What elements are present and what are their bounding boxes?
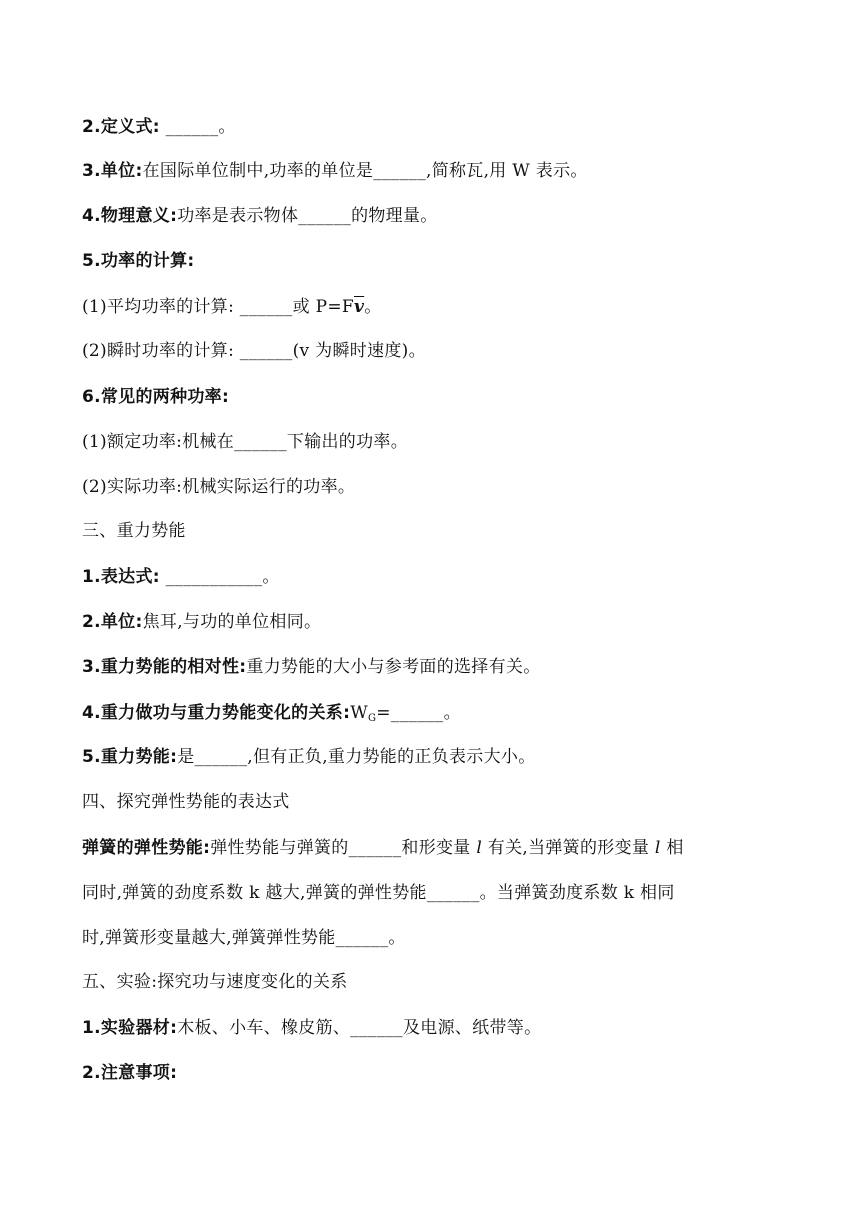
line-text: (2)瞬时功率的计算: ______(v 为瞬时速度)。 xyxy=(82,341,426,361)
line-text: (2)实际功率:机械实际运行的功率。 xyxy=(82,477,356,497)
line-text: (1)平均功率的计算: ______或 P=F xyxy=(82,297,354,317)
section-gravitational-potential-energy xyxy=(82,520,780,542)
line-label: 1.实验器材: xyxy=(82,1018,178,1038)
energy-unit-line xyxy=(82,611,780,633)
two-powers-heading xyxy=(82,386,780,408)
line-text: ______。 xyxy=(159,117,236,137)
work-energy-relation-line xyxy=(82,702,780,730)
gravitational-pe-nature-line xyxy=(82,746,780,768)
section-title: 三、重力势能 xyxy=(82,521,186,541)
line-label: 5.重力势能: xyxy=(82,747,178,767)
section-experiment xyxy=(82,971,780,993)
experiment-equipment-line xyxy=(82,1017,780,1039)
line-label: 1.表达式: xyxy=(82,567,160,587)
section-title: 五、实验:探究功与速度变化的关系 xyxy=(82,972,348,992)
deformation-symbol: l xyxy=(476,838,483,858)
line-label: 2.定义式: xyxy=(82,117,160,137)
line-text: 焦耳,与功的单位相同。 xyxy=(142,612,322,632)
power-calculation-heading xyxy=(82,250,780,272)
power-unit-line xyxy=(82,160,780,182)
elastic-pe-line-3 xyxy=(82,927,780,949)
line-text: 弹性势能与弹簧的______和形变量 xyxy=(210,838,477,858)
average-power-line xyxy=(82,296,780,318)
line-text: (1)额定功率:机械在______下输出的功率。 xyxy=(82,432,409,452)
definition-formula-line xyxy=(82,116,780,138)
section-elastic-potential-energy xyxy=(82,791,780,813)
line-text: 同时,弹簧的劲度系数 k 越大,弹簧的弹性势能______。当弹簧劲度系数 k 相同 xyxy=(82,883,675,903)
line-label: 2.注意事项: xyxy=(82,1063,178,1083)
line-text: 重力势能的大小与参考面的选择有关。 xyxy=(246,657,541,677)
line-text: W xyxy=(350,703,368,723)
line-label: 4.重力做功与重力势能变化的关系: xyxy=(82,703,351,723)
rated-power-line xyxy=(82,431,780,453)
instantaneous-power-line xyxy=(82,340,780,362)
line-label: 6.常见的两种功率: xyxy=(82,387,230,407)
precautions-heading xyxy=(82,1062,780,1084)
line-label: 3.重力势能的相对性: xyxy=(82,657,247,677)
line-text: ___________。 xyxy=(159,567,280,587)
line-text: 在国际单位制中,功率的单位是______,简称瓦,用 W 表示。 xyxy=(142,161,588,181)
relativity-line xyxy=(82,656,780,678)
line-label: 弹簧的弹性势能: xyxy=(82,838,211,858)
line-text: 功率是表示物体______的物理量。 xyxy=(177,206,438,226)
deformation-symbol: l xyxy=(654,838,661,858)
line-label: 5.功率的计算: xyxy=(82,251,195,271)
line-text: 相 xyxy=(660,838,684,858)
actual-power-line xyxy=(82,476,780,498)
section-title: 四、探究弹性势能的表达式 xyxy=(82,792,290,812)
line-text: 时,弹簧形变量越大,弹簧弹性势能______。 xyxy=(82,928,406,948)
expression-line xyxy=(82,566,780,588)
line-label: 4.物理意义: xyxy=(82,206,178,226)
line-label: 3.单位: xyxy=(82,161,143,181)
average-velocity-symbol: $\overline{v}$ xyxy=(354,297,365,317)
line-text-end: =______。 xyxy=(376,703,461,723)
elastic-pe-line-2 xyxy=(82,882,780,904)
subscript-g: G xyxy=(367,713,377,724)
elastic-pe-line-1 xyxy=(82,837,780,859)
line-text: 是______,但有正负,重力势能的正负表示大小。 xyxy=(177,747,536,767)
line-label: 2.单位: xyxy=(82,612,143,632)
line-text: 木板、小车、橡皮筋、______及电源、纸带等。 xyxy=(177,1018,542,1038)
line-text-end: 。 xyxy=(364,297,382,317)
line-text: 有关,当弹簧的形变量 xyxy=(482,838,655,858)
physical-meaning-line xyxy=(82,205,780,227)
